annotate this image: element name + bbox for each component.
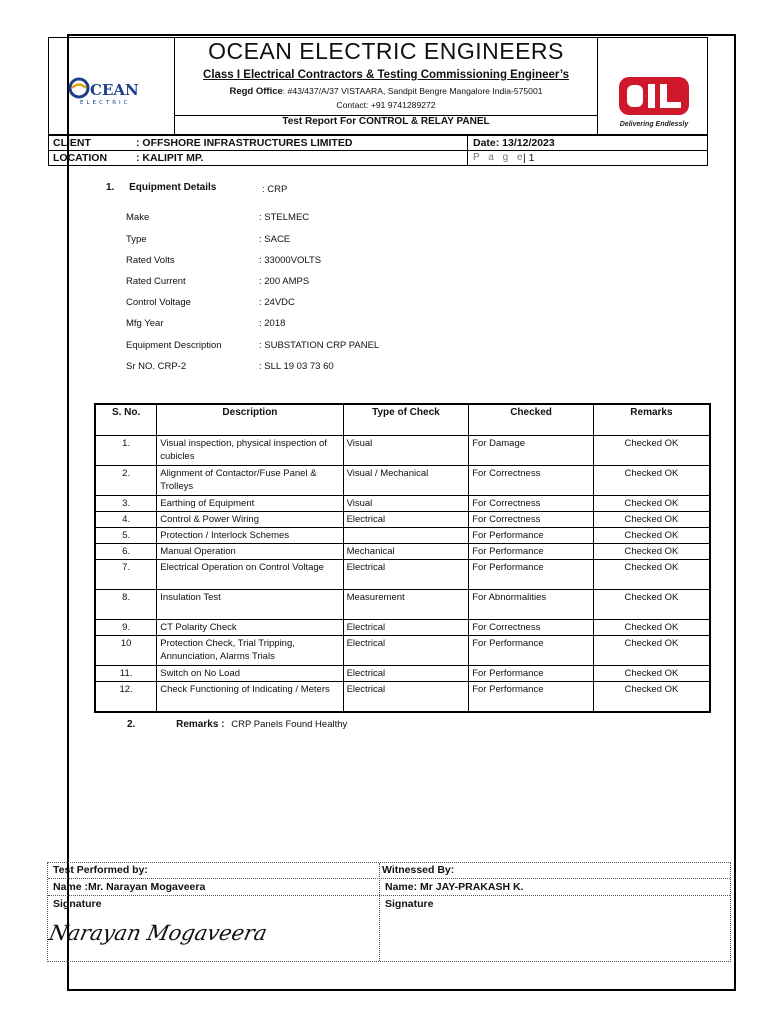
ocean-electric-logo [66,75,156,105]
cell-description: Protection / Interlock Schemes [157,528,343,544]
checks-table [94,403,711,713]
table-row [95,512,710,528]
cell-remarks: Checked OK [593,590,710,620]
logo-text: CEAN [90,81,139,99]
performed-by-label: Test Performed by: [53,864,148,876]
detail-label: Type [126,234,147,245]
cell-sno: 6. [95,544,157,560]
detail-value: : 33000VOLTS [259,255,322,266]
table-row [95,544,710,560]
oil-logo [610,72,698,132]
witnessed-name: Name: Mr JAY-PRAKASH K. [385,881,524,893]
cell-type: Electrical [343,620,469,636]
cell-type: Electrical [343,512,469,528]
office-label: Regd Office [229,86,283,97]
cell-remarks: Checked OK [593,636,710,666]
client-label: CLIENT [53,137,91,149]
cell-checked: For Performance [469,682,594,712]
page-number: | 1 [523,152,535,164]
page-label: P a g e [473,152,526,163]
cell-remarks: Checked OK [593,620,710,636]
table-row [95,560,710,590]
table-row [95,436,710,466]
table-row [95,620,710,636]
table-header-row [95,404,710,436]
cell-description: Electrical Operation on Control Voltage [157,560,343,590]
detail-label: Equipment Description [126,340,222,351]
equipment-section-value: : CRP [262,184,288,195]
witnessed-signature-label: Signature [385,898,434,910]
table-row [95,528,710,544]
client-row [48,135,708,151]
cell-remarks: Checked OK [593,512,710,528]
table-row [95,682,710,712]
cell-description: Protection Check, Trial Tripping, Annunciation, Alarms Trials [157,636,343,666]
table-row [95,496,710,512]
cell-checked: For Performance [469,560,594,590]
remarks-section [127,719,347,730]
table-row [95,466,710,496]
cell-sno: 8. [95,590,157,620]
svg-text:ELECTRIC: ELECTRIC [80,100,131,106]
detail-value: : 200 AMPS [259,276,310,287]
cell-checked: For Correctness [469,496,594,512]
cell-checked: For Performance [469,636,594,666]
cell-description: Switch on No Load [157,666,343,682]
detail-value: : SLL 19 03 73 60 [259,361,334,372]
svg-text:Narayan Mogaveera: Narayan Mogaveera [46,921,270,946]
client-value: : OFFSHORE INFRASTRUCTURES LIMITED [136,137,353,149]
section-number: 1. [106,182,115,193]
cell-type: Mechanical [343,544,469,560]
cell-remarks: Checked OK [593,466,710,496]
detail-label: Rated Volts [126,255,175,266]
performed-signature-label: Signature [53,898,102,910]
cell-remarks: Checked OK [593,560,710,590]
detail-label: Make [126,212,150,223]
cell-sno: 10 [95,636,157,666]
cell-description: Visual inspection, physical inspection of cubicles [157,436,343,466]
report-date: Date: 13/12/2023 [473,137,555,149]
svg-text:Delivering Endlessly: Delivering Endlessly [619,121,689,128]
cell-remarks: Checked OK [593,528,710,544]
cell-description: Alignment of Contactor/Fuse Panel & Trolleys [157,466,343,496]
location-value: : KALIPIT MP. [136,152,204,164]
office-address [175,86,597,97]
detail-value: : SACE [259,234,291,245]
cell-type: Electrical [343,682,469,712]
cell-remarks: Checked OK [593,496,710,512]
contact: Contact: +91 9741289272 [336,100,436,110]
cell-type: Visual / Mechanical [343,466,469,496]
cell-description: Insulation Test [157,590,343,620]
detail-value: : STELMEC [259,212,310,223]
table-row [95,590,710,620]
cell-sno: 7. [95,560,157,590]
detail-value: : 2018 [259,318,286,329]
cell-checked: For Performance [469,666,594,682]
detail-label: Mfg Year [126,318,164,329]
cell-sno: 1. [95,436,157,466]
cell-sno: 5. [95,528,157,544]
equipment-section-title [106,182,216,193]
signoff-divider [379,863,380,961]
column-header: Remarks [593,404,710,436]
location-label: LOCATION [53,152,108,164]
cell-checked: For Performance [469,528,594,544]
cell-sno: 2. [95,466,157,496]
signoff-divider [48,895,730,896]
office-address-text: : #43/437/A/37 VISTAARA, Sandpit Bengre Mangalore India-575001 [282,86,543,96]
cell-description: Control & Power Wiring [157,512,343,528]
cell-checked: For Correctness [469,620,594,636]
cell-checked: For Correctness [469,466,594,496]
detail-label: Sr NO. CRP-2 [126,361,187,372]
cell-type: Electrical [343,636,469,666]
company-name: OCEAN ELECTRIC ENGINEERS [208,38,564,64]
detail-label: Control Voltage [126,297,191,308]
company-subtitle: Class I Electrical Contractors & Testing Commissioning Engineer’s [203,69,569,81]
performed-name: Name :Mr. Narayan Mogaveera [53,881,206,893]
witnessed-by-label: Witnessed By: [382,864,455,876]
cell-type: Electrical [343,666,469,682]
cell-checked: For Performance [469,544,594,560]
signoff-divider [48,878,730,879]
remarks-number: 2. [127,719,136,730]
cell-description: Check Functioning of Indicating / Meters [157,682,343,712]
remarks-label: Remarks : [176,719,225,730]
detail-value: : 24VDC [259,297,295,308]
cell-sno: 11. [95,666,157,682]
cell-sno: 3. [95,496,157,512]
column-header: Checked [469,404,594,436]
info-divider [467,151,468,165]
cell-checked: For Damage [469,436,594,466]
cell-sno: 9. [95,620,157,636]
cell-type: Electrical [343,560,469,590]
cell-checked: For Abnormalities [469,590,594,620]
detail-value: : SUBSTATION CRP PANEL [259,340,380,351]
report-title: Test Report For CONTROL & RELAY PANEL [282,116,490,127]
cell-sno: 4. [95,512,157,528]
cell-remarks: Checked OK [593,436,710,466]
section-title: Equipment Details [129,182,217,193]
location-row [48,150,708,166]
table-row [95,666,710,682]
cell-remarks: Checked OK [593,666,710,682]
detail-label: Rated Current [126,276,186,287]
column-header: Description [157,404,343,436]
column-header: Type of Check [343,404,469,436]
cell-remarks: Checked OK [593,544,710,560]
remarks-text: CRP Panels Found Healthy [231,719,348,730]
cell-sno: 12. [95,682,157,712]
table-row [95,636,710,666]
cell-description: CT Polarity Check [157,620,343,636]
cell-remarks: Checked OK [593,682,710,712]
cell-description: Manual Operation [157,544,343,560]
cell-description: Earthing of Equipment [157,496,343,512]
header-divider [597,37,598,135]
cell-type: Visual [343,496,469,512]
cell-type [343,528,469,544]
handwritten-signature [46,912,270,952]
info-divider [467,136,468,150]
cell-type: Visual [343,436,469,466]
column-header: S. No. [95,404,157,436]
cell-type: Measurement [343,590,469,620]
cell-checked: For Correctness [469,512,594,528]
